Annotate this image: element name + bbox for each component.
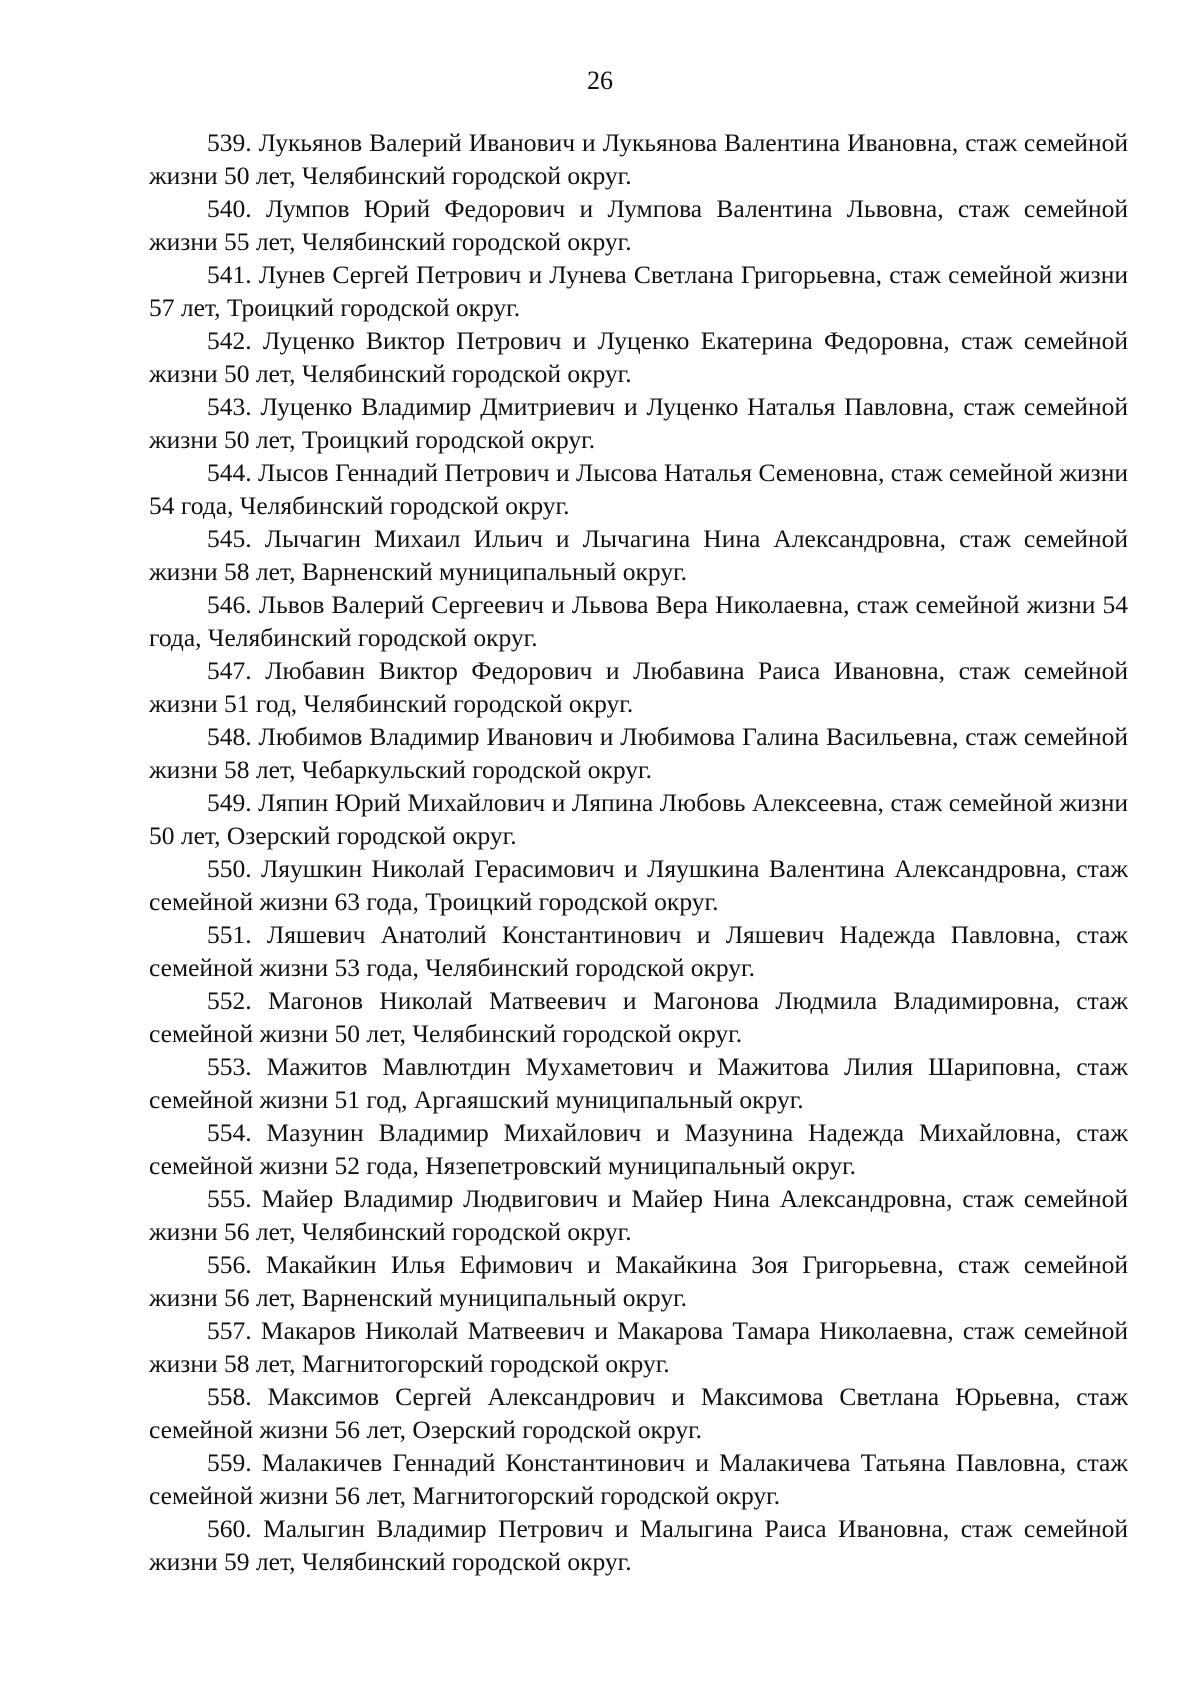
list-item: 559. Малакичев Геннадий Константинович и Малакичева Татьяна Павловна, стаж семейной жизни 56 лет, Магнитогорский городской округ. [149,1448,1128,1510]
list-item: 548. Любимов Владимир Иванович и Любимова Галина Васильевна, стаж семейной жизни 58 лет, Чебаркульский городской округ. [149,722,1128,784]
list-item: 542. Луценко Виктор Петрович и Луценко Екатерина Федоровна, стаж семейной жизни 50 лет, Челябинский городской округ. [149,326,1128,388]
list-item: 547. Любавин Виктор Федорович и Любавина Раиса Ивановна, стаж семейной жизни 51 год, Челябинский городской округ. [149,656,1128,718]
list-item: 557. Макаров Николай Матвеевич и Макарова Тамара Николаевна, стаж семейной жизни 58 лет, Магнитогорский городской округ. [149,1316,1128,1378]
list-item: 541. Лунев Сергей Петрович и Лунева Светлана Григорьевна, стаж семейной жизни 57 лет, Троицкий городской округ. [149,260,1128,322]
list-item: 551. Ляшевич Анатолий Константинович и Ляшевич Надежда Павловна, стаж семейной жизни 53 года, Челябинский городской округ. [149,920,1128,982]
list-item: 545. Лычагин Михаил Ильич и Лычагина Нина Александровна, стаж семейной жизни 58 лет, Варненский муниципальный округ. [149,524,1128,586]
list-item: 539. Лукьянов Валерий Иванович и Лукьянова Валентина Ивановна, стаж семейной жизни 50 лет, Челябинский городской округ. [149,128,1128,190]
list-item: 560. Малыгин Владимир Петрович и Малыгина Раиса Ивановна, стаж семейной жизни 59 лет, Челябинский городской округ. [149,1514,1128,1576]
list-item: 553. Мажитов Мавлютдин Мухаметович и Мажитова Лилия Шариповна, стаж семейной жизни 51 год, Аргаяшский муниципальный округ. [149,1052,1128,1114]
list-item: 555. Майер Владимир Людвигович и Майер Нина Александровна, стаж семейной жизни 56 лет, Челябинский городской округ. [149,1184,1128,1246]
list-item: 549. Ляпин Юрий Михайлович и Ляпина Любовь Алексеевна, стаж семейной жизни 50 лет, Озерский городской округ. [149,788,1128,850]
list-item: 558. Максимов Сергей Александрович и Максимова Светлана Юрьевна, стаж семейной жизни 56 лет, Озерский городской округ. [149,1382,1128,1444]
list-item: 550. Ляушкин Николай Герасимович и Ляушкина Валентина Александровна, стаж семейной жизни 63 года, Троицкий городской округ. [149,854,1128,916]
list-item: 556. Макайкин Илья Ефимович и Макайкина Зоя Григорьевна, стаж семейной жизни 56 лет, Варненский муниципальный округ. [149,1250,1128,1312]
list-item: 544. Лысов Геннадий Петрович и Лысова Наталья Семеновна, стаж семейной жизни 54 года, Челябинский городской округ. [149,458,1128,520]
list-item: 554. Мазунин Владимир Михайлович и Мазунина Надежда Михайловна, стаж семейной жизни 52 года, Нязепетровский муниципальный округ. [149,1118,1128,1180]
list-item: 552. Магонов Николай Матвеевич и Магонова Людмила Владимировна, стаж семейной жизни 50 лет, Челябинский городской округ. [149,986,1128,1048]
list-item: 546. Львов Валерий Сергеевич и Львова Вера Николаевна, стаж семейной жизни 54 года, Челябинский городской округ. [149,590,1128,652]
entries-list [149,126,1128,1578]
page-number: 26 [587,66,613,95]
list-item: 540. Лумпов Юрий Федорович и Лумпова Валентина Львовна, стаж семейной жизни 55 лет, Челябинский городской округ. [149,194,1128,256]
list-item: 543. Луценко Владимир Дмитриевич и Луценко Наталья Павловна, стаж семейной жизни 50 лет, Троицкий городской округ. [149,392,1128,454]
